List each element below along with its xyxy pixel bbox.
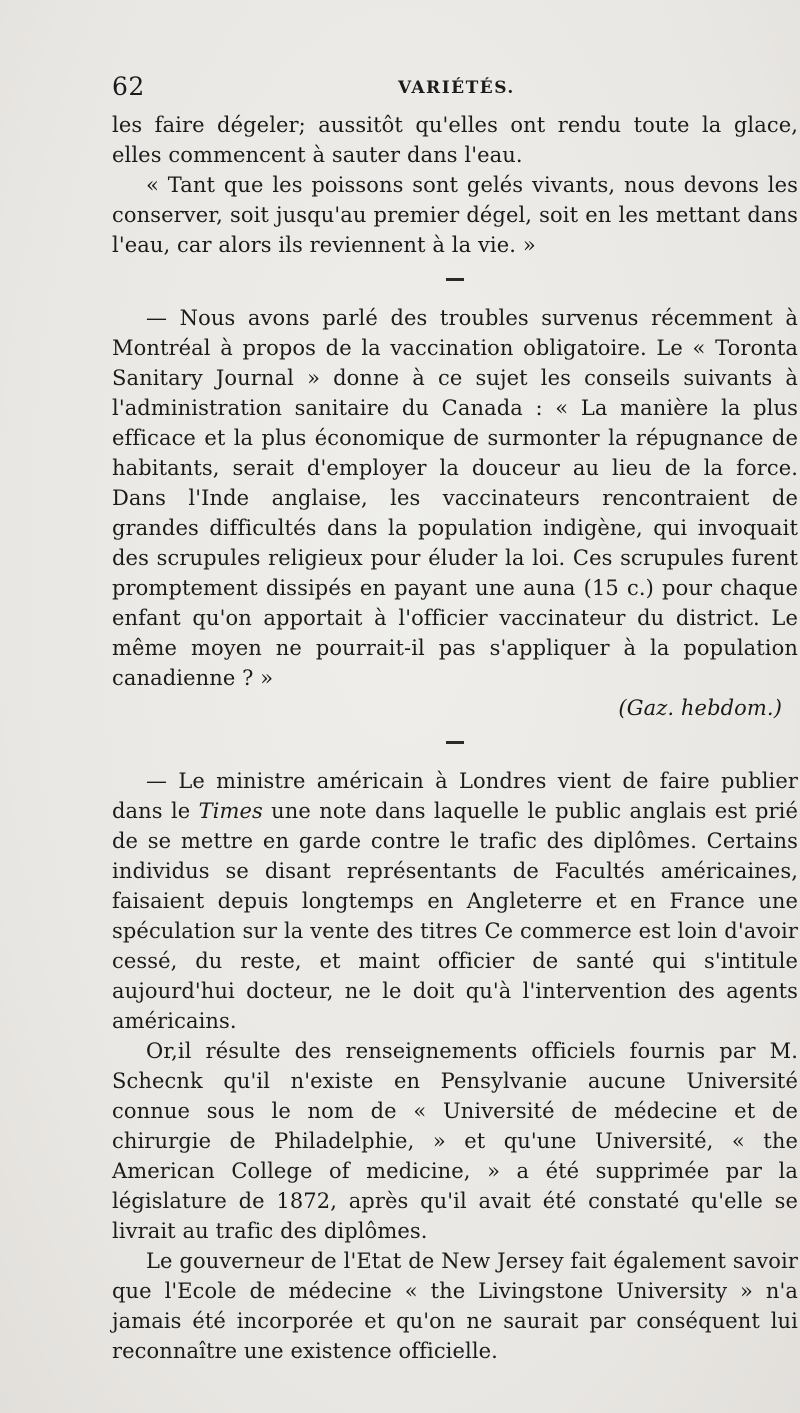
paragraph-quote-poissons: « Tant que les poissons sont gelés vivants, nous devons les conserver, soit jusqu'au premier dégel, soit en les mettant dans l'eau, car alors ils reviennent à la vie. » (112, 173, 798, 257)
section-separator (446, 741, 464, 744)
paragraph-pensylvanie: Or,il résulte des renseignements officiels fournis par M. Schecnk qu'il n'existe en Pensylvanie aucune Université connue sous le nom de « Université de médecine et de chirurgie de Philadelphie, » et qu'une Université, « the American College of medicine, » a été supprimée par la législature de 1872, après qu'il avait été constaté qu'elle se livrait au trafic des diplômes. (112, 1039, 798, 1243)
paragraph-text: une note dans laquelle le public anglais est prié de se mettre en garde contre le trafic des diplômes. Certains individus se disant représentants de Facultés américaines, faisaient depuis longtemps en Angleterre et en France une spéculation sur la vente des titres Ce commerce est loin d'avoir cessé, du reste, et maint officier de santé qui s'intitule aujourd'hui docteur, ne le doit qu'à l'intervention des agents américains. (112, 799, 798, 1033)
paragraph-new-jersey: Le gouverneur de l'Etat de New Jersey fait également savoir que l'Ecole de médecine « the Livingstone University » n'a jamais été incorporée et qu'on ne saurait par conséquent lui reconnaître une existence officielle. (112, 1249, 798, 1363)
newspaper-title: Times (198, 799, 263, 823)
section-separator (446, 278, 464, 281)
source-signature: (Gaz. hebdom.) (618, 696, 782, 720)
paragraph-text: — Le ministre américain à Londres vient de faire publier dans le (112, 769, 798, 823)
page-header (112, 72, 798, 104)
paragraph-continuation: les faire dégeler; aussitôt qu'elles ont rendu toute la glace, elles commencent à sauter dans l'eau. (112, 113, 798, 167)
running-head: VARIÉTÉS. (398, 78, 515, 98)
paragraph-diplomes (112, 766, 798, 1036)
article-body (112, 110, 798, 1366)
paragraph-vaccination: — Nous avons parlé des troubles survenus récemment à Montréal à propos de la vaccination obligatoire. Le « Toronta Sanitary Journal » donne à ce sujet les conseils suivants à l'administration sanitaire du Canada : « La manière la plus efficace et la plus économique de surmonter la répugnance de habitants, serait d'employer la douceur au lieu de la force. Dans l'Inde anglaise, les vaccinateurs rencontraient de grandes difficultés dans la population indigène, qui invoquait des scrupules religieux pour éluder la loi. Ces scrupules furent promptement dissipés en payant une auna (15 c.) pour chaque enfant qu'on apportait à l'officier vaccinateur du district. Le même moyen ne pourrait-il pas s'appliquer à la population canadienne ? » (112, 306, 798, 690)
page-number: 62 (112, 72, 145, 101)
